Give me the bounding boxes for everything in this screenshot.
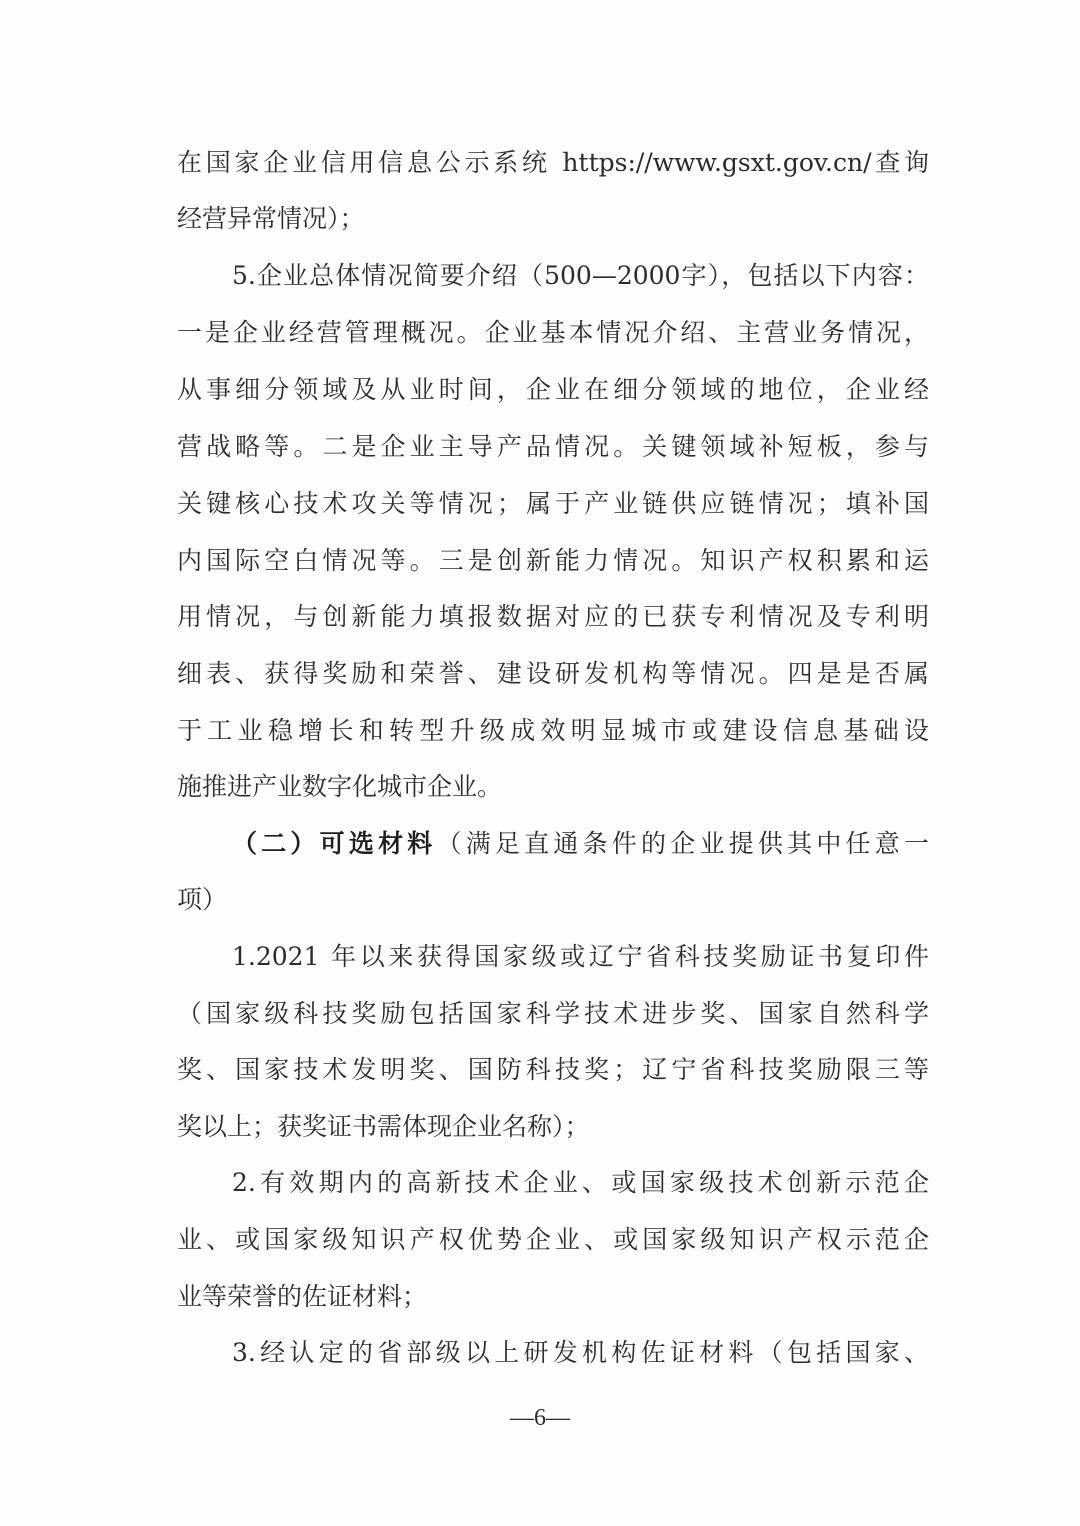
text-line: 项） (177, 885, 228, 914)
text-line: 用情况，与创新能力填报数据对应的已获专利情况及专利明 (177, 602, 929, 631)
item-3-heading: 3.经认定的省部级以上研发机构佐证材料（包括国家、 (232, 1338, 929, 1367)
text-line: 于工业稳增长和转型升级成效明显城市或建设信息基础设 (177, 716, 929, 745)
text-line: 业等荣誉的佐证材料； (177, 1282, 428, 1311)
text-line: 内国际空白情况等。三是创新能力情况。知识产权积累和运 (177, 546, 929, 575)
text-line: 从事细分领域及从业时间，企业在细分领域的地位，企业经 (177, 375, 929, 404)
section-heading-note: （满足直通条件的企业提供其中任意一 (436, 829, 929, 858)
text-line: 经营异常情况）； (177, 204, 365, 233)
text-line: 施推进产业数字化城市企业。 (177, 772, 503, 801)
text-line: 奖、国家技术发明奖、国防科技奖；辽宁省科技奖励限三等 (177, 1055, 929, 1084)
section-heading-label: （二）可选材料 (232, 829, 437, 858)
text-line: 业、或国家级知识产权优势企业、或国家级知识产权示范企 (177, 1225, 929, 1254)
text-line: 奖以上；获奖证书需体现企业名称）； (177, 1112, 590, 1141)
item-5-heading: 5.企业总体情况简要介绍（500—2000字），包括以下内容： (232, 261, 929, 290)
text-line: 营战略等。二是企业主导产品情况。关键领域补短板，参与 (177, 432, 929, 461)
text-line: 关键核心技术攻关等情况；属于产业链供应链情况；填补国 (177, 489, 929, 518)
text-line: 细表、获得奖励和荣誉、建设研发机构等情况。四是是否属 (177, 659, 929, 688)
item-2-heading: 2.有效期内的高新技术企业、或国家级技术创新示范企 (232, 1168, 929, 1197)
text-line: 在国家企业信用信息公示系统 https://www.gsxt.gov.cn/查询 (177, 148, 929, 177)
text-line: 一是企业经营管理概况。企业基本情况介绍、主营业务情况， (177, 318, 929, 347)
item-1-heading: 1.2021 年以来获得国家级或辽宁省科技奖励证书复印件 (232, 942, 929, 971)
text-line: （国家级科技奖励包括国家科学技术进步奖、国家自然科学 (177, 999, 929, 1028)
section-heading-optional-materials (232, 824, 929, 864)
page-number: —6— (510, 1405, 570, 1431)
